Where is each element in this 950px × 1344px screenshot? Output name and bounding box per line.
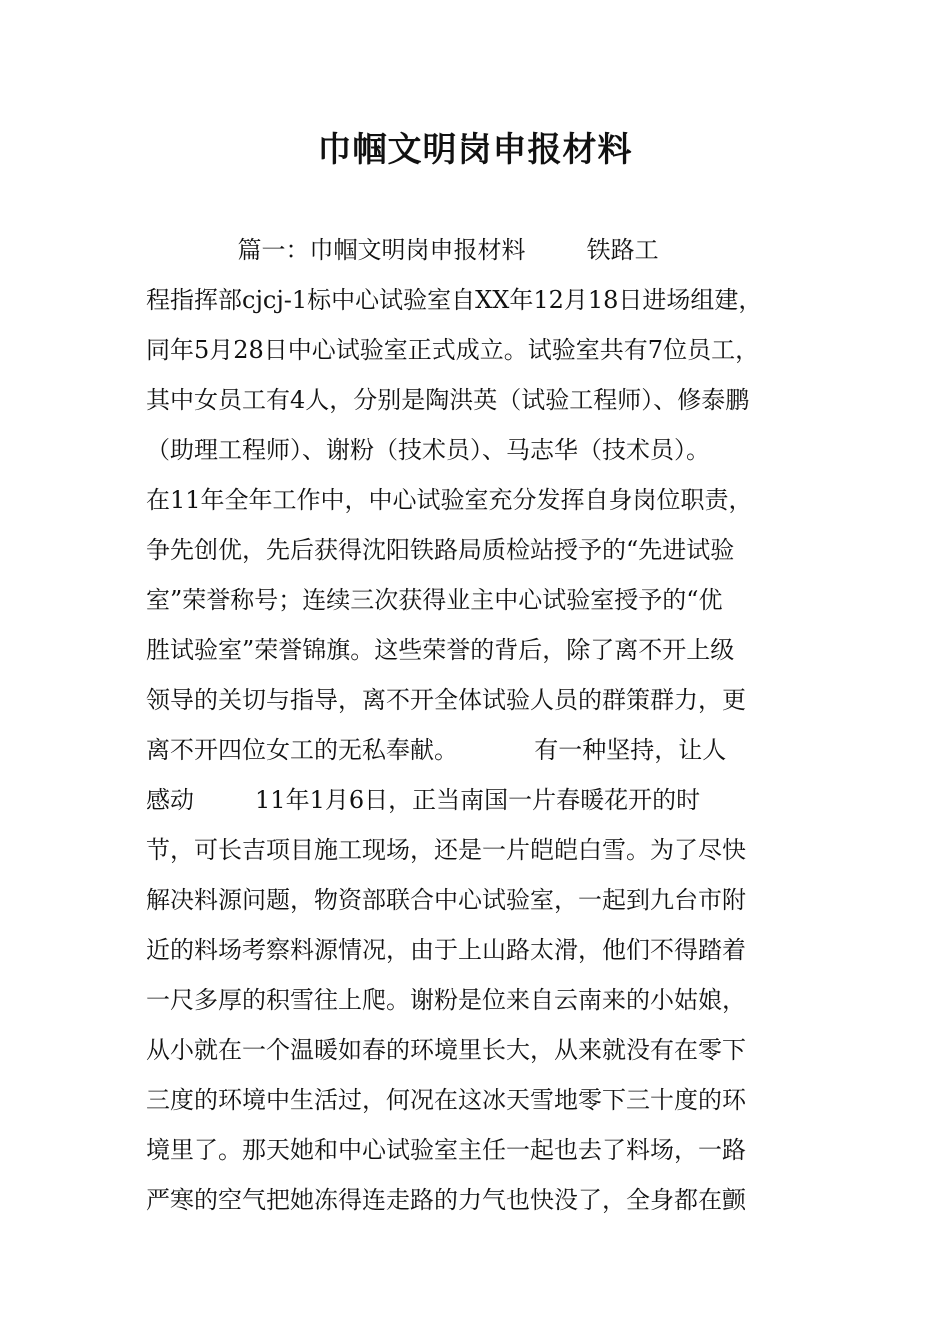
body-line: 程指挥部cjcj-1标中心试验室自XX年12月18日进场组建， bbox=[146, 286, 763, 314]
body-line: 离不开四位女工的无私奉献。 有一种坚持，让人 bbox=[146, 736, 727, 764]
body-line: 争先创优，先后获得沈阳铁路局质检站授予的“先进试验 bbox=[146, 536, 735, 564]
body-line: 一尺多厚的积雪往上爬。谢粉是位来自云南来的小姑娘， bbox=[146, 986, 746, 1014]
document-title: 巾帼文明岗申报材料 bbox=[317, 130, 633, 170]
body-line: 从小就在一个温暖如春的环境里长大，从来就没有在零下 bbox=[146, 1036, 746, 1064]
body-line: 三度的环境中生活过，何况在这冰天雪地零下三十度的环 bbox=[146, 1086, 746, 1114]
body-line: 其中女员工有4人，分别是陶洪英（试验工程师）、修泰鹏 bbox=[146, 386, 750, 414]
body-line: 境里了。那天她和中心试验室主任一起也去了料场，一路 bbox=[146, 1136, 746, 1164]
body-line: 同年5月28日中心试验室正式成立。试验室共有7位员工， bbox=[146, 336, 760, 364]
body-line: 严寒的空气把她冻得连走路的力气也快没了，全身都在颤 bbox=[146, 1186, 746, 1214]
body-line: 感动 11年1月6日，正当南国一片春暖花开的时 bbox=[146, 786, 701, 814]
body-line: 解决料源问题，物资部联合中心试验室，一起到九台市附 bbox=[146, 886, 746, 914]
body-line: 室”荣誉称号；连续三次获得业主中心试验室授予的“优 bbox=[146, 586, 723, 614]
body-line: 篇一：巾帼文明岗申报材料 铁路工 bbox=[146, 236, 659, 264]
body-line: 在11年全年工作中，中心试验室充分发挥自身岗位职责， bbox=[146, 486, 753, 514]
document-body bbox=[146, 225, 818, 1225]
body-line: （助理工程师）、谢粉（技术员）、马志华（技术员）。 bbox=[146, 436, 710, 464]
body-line: 领导的关切与指导，离不开全体试验人员的群策群力，更 bbox=[146, 686, 746, 714]
body-line: 节，可长吉项目施工现场，还是一片皑皑白雪。为了尽快 bbox=[146, 836, 746, 864]
body-line: 胜试验室”荣誉锦旗。这些荣誉的背后，除了离不开上级 bbox=[146, 636, 735, 664]
body-line: 近的料场考察料源情况，由于上山路太滑，他们不得踏着 bbox=[146, 936, 746, 964]
